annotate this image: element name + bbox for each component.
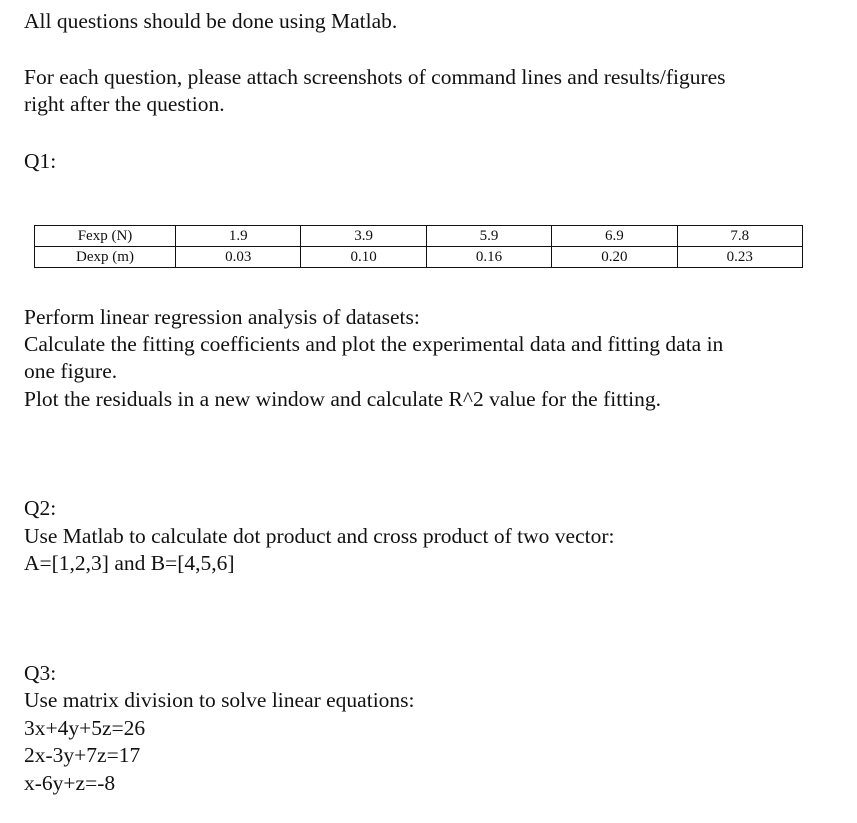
table-cell: 0.20 [552,247,677,268]
table-row-label: Dexp (m) [35,247,176,268]
q1-line-4: Plot the residuals in a new window and calculate R^2 value for the fitting. [24,387,662,411]
table-cell: 3.9 [301,226,426,247]
q3-equation-3: x-6y+z=-8 [24,771,116,795]
q3-equation-2: 2x-3y+7z=17 [24,743,141,767]
q3-heading: Q3: [24,661,57,685]
q2-line-2: A=[1,2,3] and B=[4,5,6] [24,551,235,575]
q2-heading: Q2: [24,496,57,520]
q3-equation-1: 3x+4y+5z=26 [24,716,146,740]
table-cell: 0.16 [426,247,551,268]
q1-heading: Q1: [24,149,57,173]
table-cell: 0.03 [176,247,301,268]
table-cell: 6.9 [552,226,677,247]
intro-line-2: For each question, please attach screenshots of command lines and results/figures [24,65,726,89]
q1-line-3: one figure. [24,359,118,383]
table-cell: 0.23 [677,247,802,268]
table-row-displacement [35,247,803,268]
q1-line-2: Calculate the fitting coefficients and plot the experimental data and fitting data in [24,332,724,356]
table-cell: 5.9 [426,226,551,247]
intro-line-1: All questions should be done using Matlab. [24,9,398,33]
q1-data-table [34,225,803,268]
q1-line-1: Perform linear regression analysis of datasets: [24,305,420,329]
table-cell: 1.9 [176,226,301,247]
intro-line-3: right after the question. [24,92,225,116]
q3-line-1: Use matrix division to solve linear equations: [24,688,415,712]
table-row-label: Fexp (N) [35,226,176,247]
q2-line-1: Use Matlab to calculate dot product and cross product of two vector: [24,524,615,548]
table-cell: 0.10 [301,247,426,268]
table-row-force [35,226,803,247]
table-cell: 7.8 [677,226,802,247]
